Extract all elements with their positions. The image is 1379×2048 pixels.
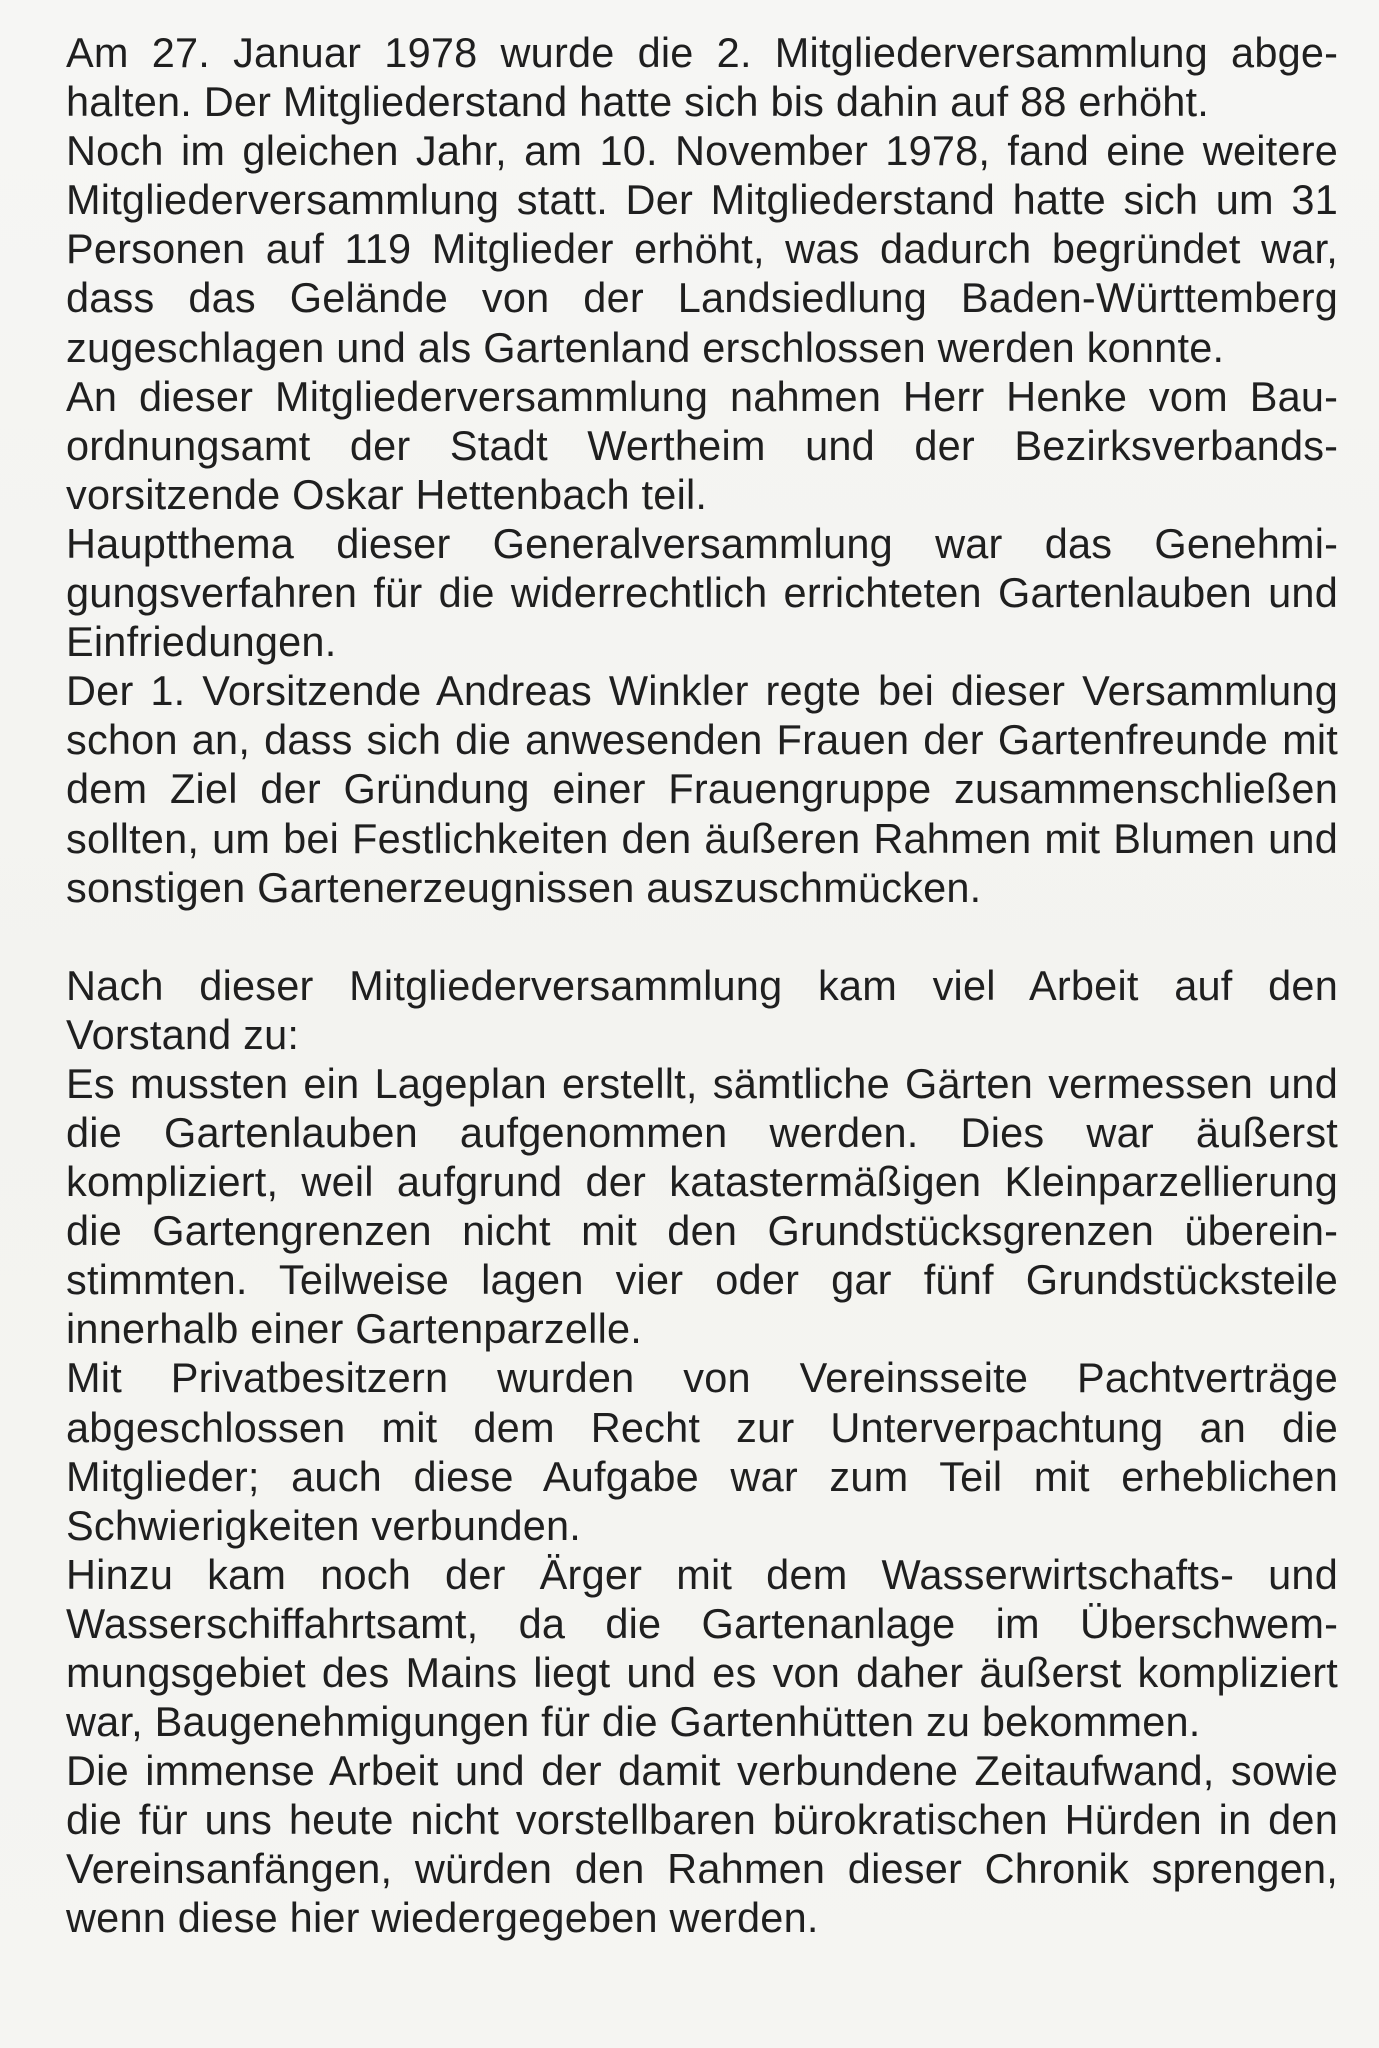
chronicle-text xyxy=(66,28,1338,1943)
paragraph-main-topic: Hauptthema dieser Generalversammlung war das Genehmigungsverfahren für die widerrechtlich errichteten Gartenlauben und Einfriedungen. xyxy=(66,519,1338,666)
paragraph-spacer xyxy=(66,912,1338,961)
paragraph-second-meeting: Am 27. Januar 1978 wurde die 2. Mitgliederversammlung abgehalten. Der Mitgliederstand hatte sich bis dahin auf 88 erhöht. xyxy=(66,29,1338,126)
paragraph-attendees: An dieser Mitgliederversammlung nahmen Herr Henke vom Bauordnungsamt der Stadt Wertheim und der Bezirksverbandsvorsitzende Oskar Hettenbach teil. xyxy=(66,372,1338,518)
paragraph-site-plan: Es mussten ein Lageplan erstellt, sämtliche Gärten vermessen und die Gartenlauben aufgenommen werden. Dies war äußerst kompliziert, weil aufgrund der katastermäßigen Kleinparzellierung die Gartengrenzen nicht mit den Grundstücksgrenzen übereinstimmten. Teilweise lagen vier oder gar fünf Grundstücksteile innerhalb einer Gartenparzelle. xyxy=(66,1059,1338,1353)
paragraph-lease-contracts: Mit Privatbesitzern wurden von Vereinsseite Pachtverträge abgeschlossen mit dem Recht zur Unterverpachtung an die Mitglieder; auch diese Aufgabe war zum Teil mit erheblichen Schwierigkeiten verbunden. xyxy=(66,1354,1338,1549)
paragraph-womens-group: Der 1. Vorsitzende Andreas Winkler regte bei dieser Versammlung schon an, dass sich die anwesenden Frauen der Gartenfreunde mit dem Ziel der Gründung einer Frauengruppe zusammenschließen sollten, um bei Festlichkeiten den äußeren Rahmen mit Blumen und sonstigen Gartenerzeugnissen auszuschmücken. xyxy=(66,667,1338,911)
paragraph-november-meeting: Noch im gleichen Jahr, am 10. November 1978, fand eine weitere Mitgliederversammlung statt. Der Mitgliederstand hatte sich um 31 Personen auf 119 Mitglieder erhöht, was dadurch begründet war, dass das Gelände von der Landsiedlung Baden-Württemberg zugeschlagen und als Gartenland erschlossen werden konnte. xyxy=(66,127,1338,371)
paragraph-closing: Die immense Arbeit und der damit verbundene Zeitaufwand, sowie die für uns heute nicht vorstellbaren bürokratischen Hürden in den Vereinsanfängen, würden den Rahmen dieser Chronik sprengen, wenn diese hier wiedergegeben werden. xyxy=(66,1747,1338,1942)
paragraph-board-work: Nach dieser Mitgliederversammlung kam viel Arbeit auf den Vorstand zu: xyxy=(66,961,1338,1058)
paragraph-water-authority: Hinzu kam noch der Ärger mit dem Wasserwirtschafts- und Wasserschiffahrtsamt, da die Gartenanlage im Überschwemmungsgebiet des Mains liegt und es von daher äußerst kompliziert war, Baugenehmigungen für die Gartenhütten zu bekommen. xyxy=(66,1550,1338,1746)
